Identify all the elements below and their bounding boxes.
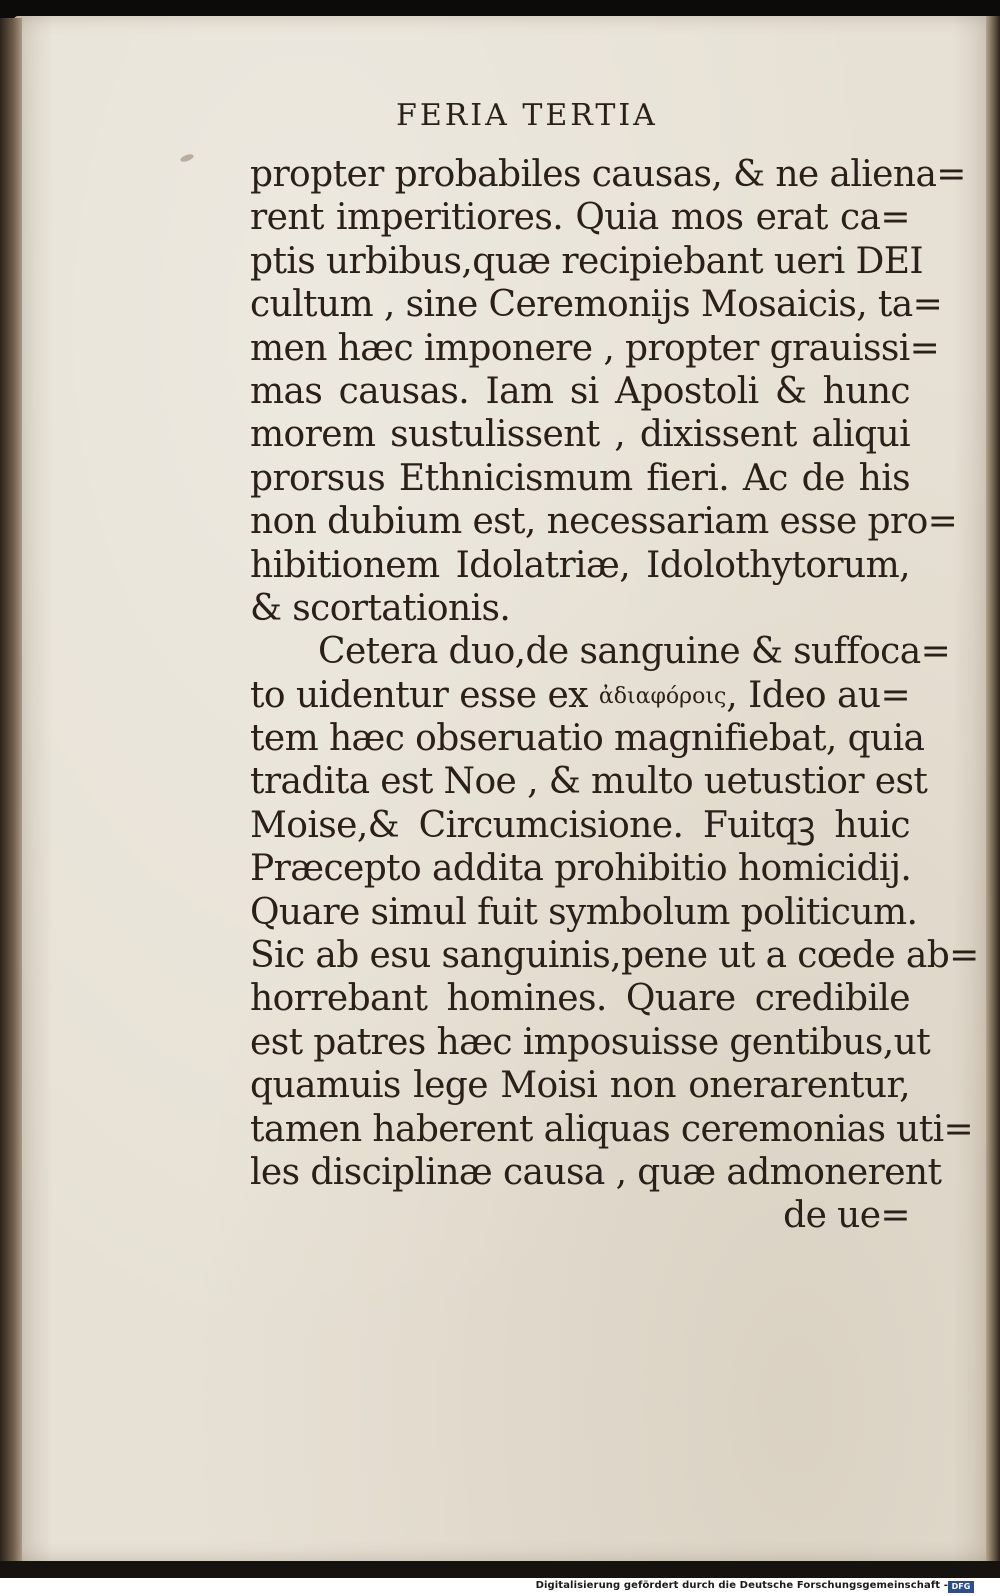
text-line: Præcepto addita prohibitio homicidij. [250, 848, 912, 890]
page-gutter-shadow [0, 18, 22, 1563]
text-fragment: , Ideo au= [726, 674, 911, 716]
text-line-with-greek [250, 674, 910, 717]
catchword: de ue= [783, 1195, 910, 1237]
text-line: cultum , sine Ceremonijs Mosaicis, ta= [250, 284, 943, 326]
text-line: men hæc imponere , propter grauissi= [250, 327, 940, 369]
digitization-footer [0, 1578, 1000, 1596]
text-line: est patres hæc imposuisse gentibus,ut [250, 1021, 931, 1063]
text-line: horrebant homines. Quare credibile [250, 978, 910, 1020]
text-line: prorsus Ethnicismum fieri. Ac de his [250, 457, 910, 499]
text-line: les disciplinæ causa , quæ admonerent [250, 1151, 942, 1193]
page-right-edge [986, 16, 1000, 1561]
text-line: quamuis lege Moisi non onerarentur, [250, 1065, 910, 1107]
text-line: Sic ab esu sanguinis,pene ut a cœde ab= [250, 935, 979, 977]
dfg-logo: DFG [948, 1581, 974, 1593]
text-line: ptis urbibus,quæ recipiebant ueri DEI [250, 240, 924, 282]
running-head: FERIA TERTIA [396, 98, 658, 133]
text-fragment: to uidentur esse ex [250, 674, 588, 716]
text-line: propter probabiles causas, & ne aliena= [250, 154, 966, 195]
text-line: rent imperitiores. Quia mos erat ca= [250, 197, 910, 239]
greek-word: ἀδιαφόροις [598, 683, 727, 709]
text-line: tem hæc obseruatio magnifiebat, quia [250, 718, 925, 760]
paragraph-first-line: Cetera duo,de sanguine & suffoca= [318, 631, 951, 673]
text-line: morem sustulissent , dixissent aliqui [250, 414, 910, 456]
text-line: Quare simul fuit symbolum politicum. [250, 891, 918, 933]
body-text [250, 153, 979, 1238]
text-line: & scortationis. [250, 587, 511, 629]
text-line: tamen haberent aliquas ceremonias uti= [250, 1108, 974, 1150]
funding-credit: Digitalisierung gefördert durch die Deutsche Forschungsgemeinschaft - [535, 1580, 948, 1591]
text-line: mas causas. Iam si Apostoli & hunc [250, 370, 910, 412]
text-line: tradita est Noe , & multo uetustior est [250, 761, 928, 803]
text-line: Moise,& Circumcisione. Fuitqꝫ huic [250, 804, 910, 846]
text-line: hibitionem Idolatriæ, Idolothytorum, [250, 544, 910, 586]
scan-bottom-border [0, 1561, 1000, 1578]
text-line: non dubium est, necessariam esse pro= [250, 501, 958, 543]
